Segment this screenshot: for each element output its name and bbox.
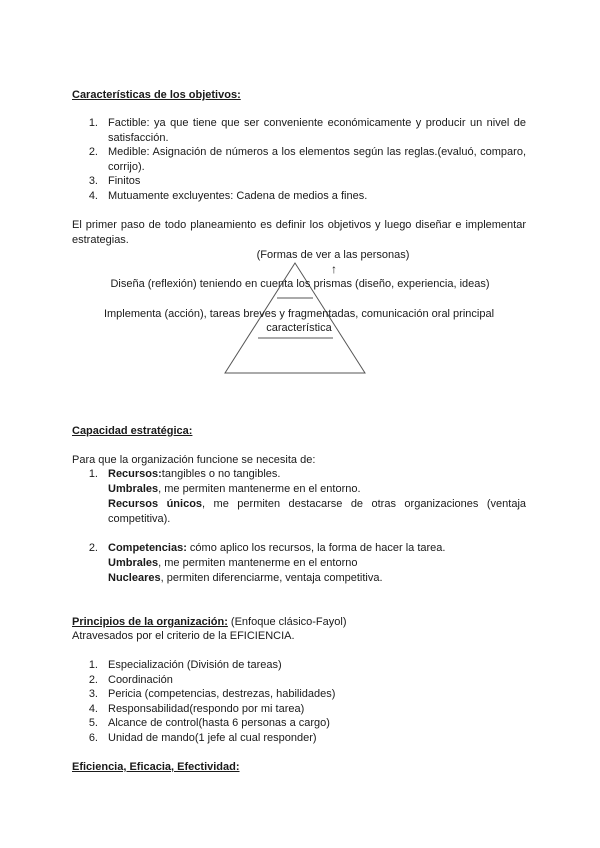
section-subtitle: Atravesados por el criterio de la EFICIENCIA.: [72, 630, 295, 642]
term: Competencias:: [108, 542, 187, 554]
list-number: 4.: [88, 190, 98, 202]
term-text: , permiten diferenciarme, ventaja competitiva.: [160, 572, 383, 584]
list-item: Especialización (División de tareas): [108, 659, 282, 671]
list-number: 4.: [88, 703, 98, 715]
term: Nucleares: [108, 572, 161, 584]
section-intro: Para que la organización funcione se necesita de:: [72, 454, 316, 466]
list-number: 2.: [88, 542, 98, 554]
list-number: 2.: [88, 146, 98, 158]
list-number: 1.: [88, 468, 98, 480]
list-item: Finitos: [108, 175, 141, 187]
term-text: , me permiten destacarse de otras organizaciones (ventaja competitiva).: [108, 498, 526, 525]
pyramid-middle-label: Diseña (reflexión) teniendo en cuenta los prismas (diseño, experiencia, ideas): [110, 278, 490, 290]
sub-item: [108, 482, 361, 497]
list-number: 6.: [88, 732, 98, 744]
sub-item: [108, 556, 357, 571]
list-item: Pericia (competencias, destrezas, habilidades): [108, 688, 336, 700]
term-text: tangibles o no tangibles.: [161, 468, 281, 480]
list-number: 3.: [88, 175, 98, 187]
list-number: 5.: [88, 717, 98, 729]
heading-suffix: (Enfoque clásico-Fayol): [227, 616, 347, 628]
section-heading-objetivos: Características de los objetivos:: [72, 89, 241, 101]
arrow-up-icon: ↑: [331, 262, 337, 276]
term: Umbrales: [108, 483, 159, 495]
list-item: Factible: ya que tiene que ser conveniente económicamente y producir un nivel de satisfacción.: [108, 117, 526, 144]
section-heading-eficiencia: Eficiencia, Eficacia, Efectividad:: [72, 761, 240, 773]
section-heading-principios: [72, 615, 346, 629]
term-text: , me permiten mantenerme en el entorno: [158, 557, 358, 569]
list-item: Medible: Asignación de números a los elementos según las reglas.(evaluó, comparo, corrijo).: [108, 146, 526, 173]
term-text: , me permiten mantenerme en el entorno.: [158, 483, 361, 495]
heading-text: Principios de la organización:: [72, 616, 228, 628]
list-item: Mutuamente excluyentes: Cadena de medios a fines.: [108, 190, 368, 202]
list-item-recursos: [108, 467, 280, 482]
list-number: 1.: [88, 117, 98, 129]
term: Umbrales: [108, 557, 159, 569]
section-heading-capacidad: Capacidad estratégica:: [72, 425, 193, 437]
term: Recursos:: [108, 468, 162, 480]
pyramid-bottom-label-cont: característica: [266, 322, 332, 334]
list-item-competencias: [108, 541, 445, 556]
intro-paragraph: El primer paso de todo planeamiento es definir los objetivos y luego diseñar e implementar estrategias.: [72, 219, 526, 246]
pyramid-top-label: (Formas de ver a las personas): [256, 249, 410, 261]
list-item: Alcance de control(hasta 6 personas a cargo): [108, 717, 330, 729]
list-number: 2.: [88, 674, 98, 686]
pyramid-bottom-label: Implementa (acción), tareas breves y fragmentadas, comunicación oral principal: [103, 308, 495, 320]
term: Recursos únicos: [108, 498, 203, 510]
term-text: cómo aplico los recursos, la forma de hacer la tarea.: [186, 542, 446, 554]
sub-item: [108, 571, 383, 586]
list-number: 1.: [88, 659, 98, 671]
list-item: Coordinación: [108, 674, 173, 686]
list-number: 3.: [88, 688, 98, 700]
list-item: Responsabilidad(respondo por mi tarea): [108, 703, 305, 715]
list-item: Unidad de mando(1 jefe al cual responder): [108, 732, 317, 744]
sub-item: [108, 497, 526, 526]
